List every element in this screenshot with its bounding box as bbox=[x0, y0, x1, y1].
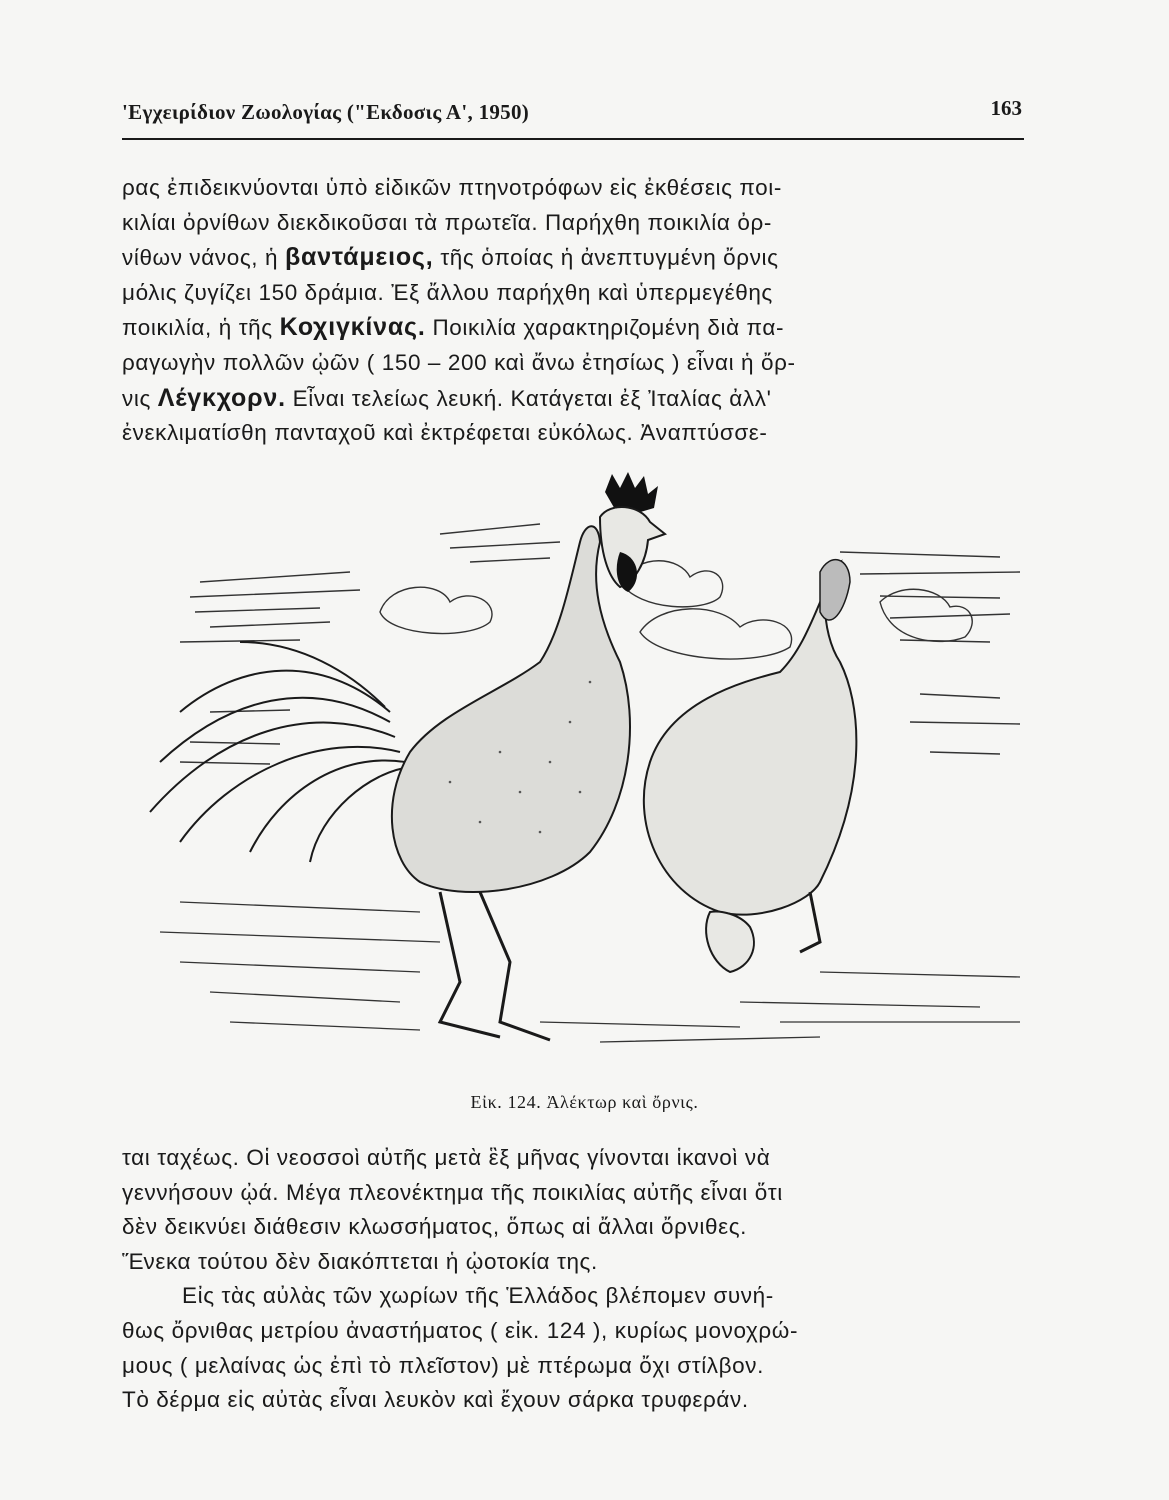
text-line bbox=[122, 1383, 1024, 1418]
text-line bbox=[122, 381, 1024, 417]
hen-legs bbox=[800, 892, 820, 952]
bold-term: Κοχιγκίνας. bbox=[279, 313, 426, 342]
hen-tail-feathers bbox=[820, 560, 850, 620]
header-rule bbox=[122, 138, 1024, 140]
figure-caption: Εἰκ. 124. Ἀλέκτωρ καὶ ὄρνις. bbox=[470, 1092, 699, 1112]
page-number: 163 bbox=[990, 96, 1022, 120]
text-line bbox=[122, 1210, 1024, 1245]
running-head bbox=[122, 96, 1022, 132]
text-line bbox=[122, 1245, 1024, 1280]
running-title: 'Εγχειρίδιον Ζωολογίας ("Εκδοσις Α', 1950) bbox=[122, 100, 530, 124]
text-line bbox=[122, 240, 1024, 276]
rooster-legs bbox=[440, 892, 550, 1040]
text-segment: τῆς ὁποίας ἡ ἀνεπτυγμένη ὄρνις bbox=[433, 245, 779, 271]
text-segment: θως ὄρνιθας μετρίου ἀναστήματος ( εἰκ. 124 ), κυρίως μονοχρώ- bbox=[122, 1317, 799, 1343]
text-line bbox=[122, 1349, 1024, 1384]
text-line bbox=[122, 171, 1024, 206]
text-segment: Ἕνεκα τούτου δὲν διακόπτεται ἡ ᾠοτοκία της. bbox=[122, 1248, 598, 1274]
paragraph-bottom bbox=[122, 1141, 1024, 1418]
bold-term: Λέγκχορν. bbox=[157, 383, 286, 412]
rooster-tail bbox=[150, 642, 410, 862]
text-line bbox=[122, 310, 1024, 346]
text-segment: νις bbox=[122, 385, 158, 411]
text-segment: μους ( μελαίνας ὡς ἐπὶ τὸ πλεῖστον) μὲ πτέρωμα ὄχι στίλβον. bbox=[122, 1352, 764, 1378]
text-segment: Τὸ δέρμα εἰς αὐτὰς εἶναι λευκὸν καὶ ἔχουν σάρκα τρυφεράν. bbox=[122, 1387, 749, 1413]
text-segment: Εἶναι τελείως λευκή. Κατάγεται ἐξ Ἰταλίας ἀλλ' bbox=[285, 385, 772, 411]
text-line bbox=[122, 346, 1024, 381]
text-line bbox=[122, 1176, 1024, 1211]
text-segment: Ποικιλία χαρακτηριζομένη διὰ πα- bbox=[425, 315, 785, 341]
text-segment: ποικιλία, ἡ τῆς bbox=[122, 315, 280, 341]
text-segment: γεννήσουν ᾠά. Μέγα πλεονέκτημα τῆς ποικιλίας αὐτῆς εἶναι ὅτι bbox=[122, 1179, 783, 1205]
paragraph-top bbox=[122, 171, 1024, 451]
text-segment: ἐνεκλιματίσθη πανταχοῦ καὶ ἐκτρέφεται εὐκόλως. Ἀναπτύσσε- bbox=[122, 420, 768, 446]
ground-strokes bbox=[160, 902, 1020, 1042]
text-segment: ραγωγὴν πολλῶν ᾠῶν ( 150 – 200 καὶ ἄνω ἐτησίως ) εἶναι ἡ ὄρ- bbox=[122, 349, 796, 375]
figure bbox=[120, 462, 1030, 1062]
text-segment: ται ταχέως. Οἱ νεοσσοὶ αὐτῆς μετὰ ἓξ μῆνας γίνονται ἱκανοὶ νὰ bbox=[122, 1145, 771, 1170]
text-segment: Εἰς τὰς αὐλὰς τῶν χωρίων τῆς Ἑλλάδος βλέπομεν συνή- bbox=[182, 1283, 774, 1309]
text-line bbox=[122, 276, 1024, 311]
text-line bbox=[122, 1141, 1024, 1176]
text-segment: μόλις ζυγίζει 150 δράμια. Ἐξ ἄλλου παρήχθη καὶ ὑπερμεγέθης bbox=[122, 279, 773, 305]
text-segment: ρας ἐπιδεικνύονται ὑπὸ εἰδικῶν πτηνοτρόφων εἰς ἐκθέσεις ποι- bbox=[122, 175, 782, 200]
text-line bbox=[122, 1314, 1024, 1349]
text-line bbox=[122, 1279, 1024, 1314]
text-segment: δὲν δεικνύει διάθεσιν κλωσσήματος, ὅπως αἱ ἄλλαι ὄρνιθες. bbox=[122, 1214, 748, 1240]
rooster-and-hen-engraving-icon bbox=[120, 462, 1030, 1062]
hen-head bbox=[706, 912, 754, 972]
rooster-body bbox=[392, 526, 630, 892]
text-line bbox=[122, 416, 1024, 451]
text-line bbox=[122, 206, 1024, 241]
text-segment: νίθων νάνος, ἡ bbox=[122, 245, 285, 271]
text-segment: κιλίαι ὀρνίθων διεκδικοῦσαι τὰ πρωτεῖα. Παρήχθη ποικιλία ὀρ- bbox=[122, 209, 772, 235]
bold-term: βαντάμειος, bbox=[284, 243, 434, 272]
